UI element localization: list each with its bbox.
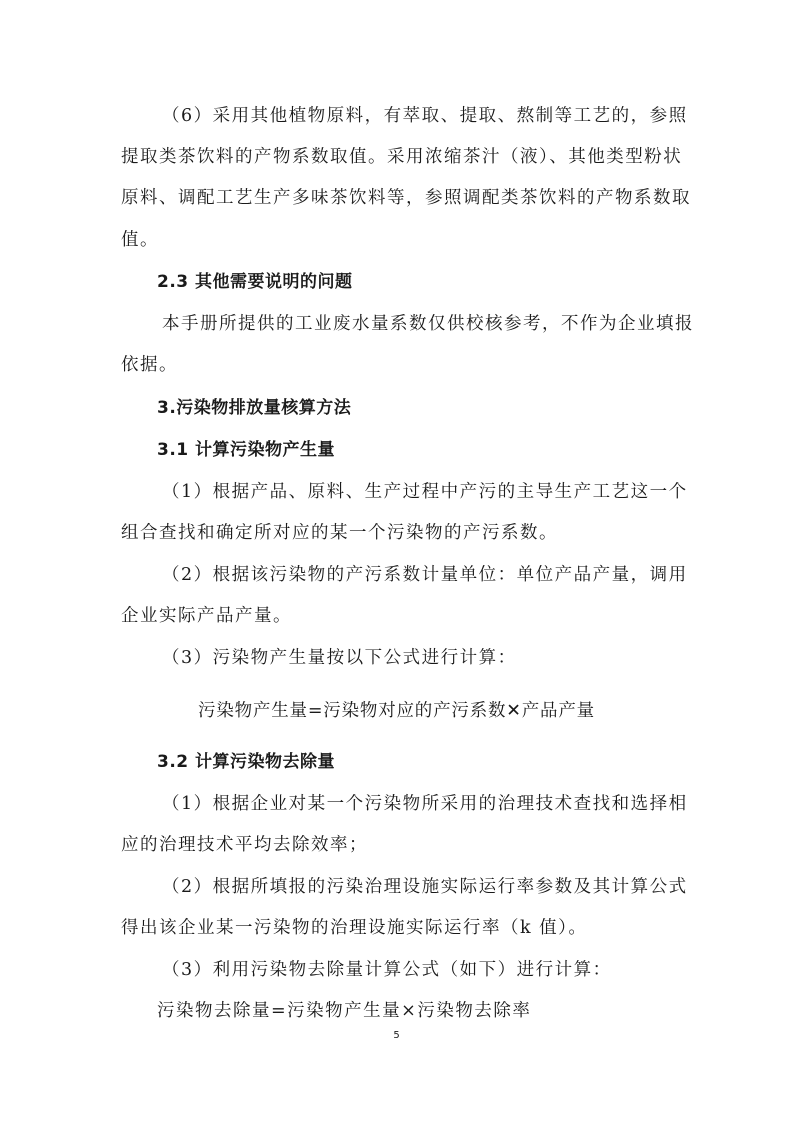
- section-3-2-item-1-line-1: （1）根据企业对某一个污染物所采用的治理技术查找和选择相: [162, 794, 688, 814]
- section-2-3-line-1: 本手册所提供的工业废水量系数仅供校核参考，不作为企业填报: [162, 314, 694, 334]
- section-3-2-heading: 3.2 计算污染物去除量: [157, 752, 336, 772]
- section-3-2-item-3: （3）利用污染物去除量计算公式（如下）进行计算：: [162, 960, 612, 980]
- section-3-1-heading: 3.1 计算污染物产生量: [157, 440, 336, 460]
- section-3-1-item-1-line-2: 组合查找和确定所对应的某一个污染物的产污系数。: [121, 523, 558, 543]
- section-3-2-item-1-line-2: 应的治理技术平均去除效率；: [121, 835, 368, 855]
- section-3-heading: 3.污染物排放量核算方法: [157, 398, 352, 418]
- section-3-1-item-3: （3）污染物产生量按以下公式进行计算：: [162, 648, 517, 668]
- paragraph-6-line-4: 值。: [121, 230, 159, 250]
- paragraph-6-line-3: 原料、调配工艺生产多味茶饮料等，参照调配类茶饮料的产物系数取: [121, 188, 691, 208]
- section-3-2-item-2-line-2: 得出该企业某一污染物的治理设施实际运行率（k 值）。: [121, 918, 588, 938]
- section-3-2-formula: 污染物去除量=污染物产生量×污染物去除率: [157, 1001, 532, 1021]
- paragraph-6-line-2: 提取类茶饮料的产物系数取值。采用浓缩茶汁（液）、其他类型粉状: [121, 147, 683, 167]
- section-3-1-item-2-line-2: 企业实际产品产量。: [121, 606, 292, 626]
- section-3-1-item-2-line-1: （2）根据该污染物的产污系数计量单位：单位产品产量，调用: [162, 565, 688, 585]
- section-3-1-formula: 污染物产生量=污染物对应的产污系数✕产品产量: [198, 701, 595, 721]
- page-number: 5: [393, 1030, 400, 1041]
- paragraph-6-line-1: （6）采用其他植物原料，有萃取、提取、熬制等工艺的，参照: [162, 106, 688, 126]
- section-2-3-line-2: 依据。: [121, 355, 178, 375]
- section-3-2-item-2-line-1: （2）根据所填报的污染治理设施实际运行率参数及其计算公式: [162, 877, 688, 897]
- section-2-3-heading: 2.3 其他需要说明的问题: [157, 272, 353, 292]
- section-3-1-item-1-line-1: （1）根据产品、原料、生产过程中产污的主导生产工艺这一个: [162, 482, 688, 502]
